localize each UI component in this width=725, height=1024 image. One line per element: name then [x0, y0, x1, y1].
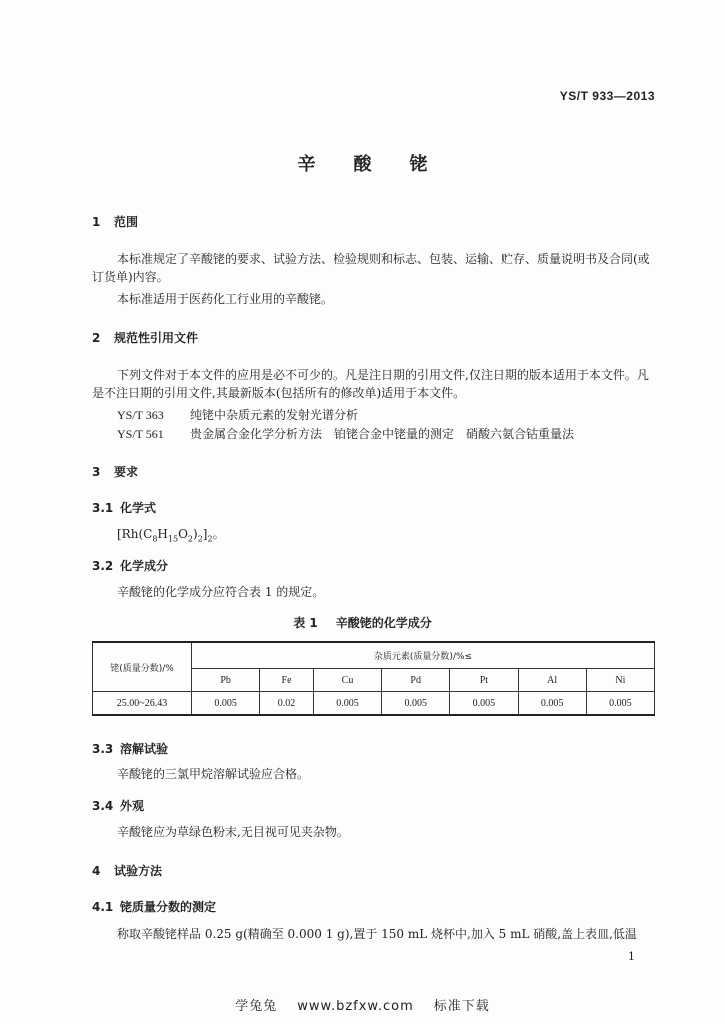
impurity-value-cell: 0.005: [313, 692, 381, 716]
page-number: 1: [628, 950, 635, 963]
section-title: 规范性引用文件: [114, 331, 199, 345]
site-url[interactable]: www.bzfxw.com: [297, 999, 414, 1014]
table-title: 辛酸铑的化学成分: [335, 616, 432, 630]
section-number: 3.2: [92, 559, 114, 573]
element-header: Al: [518, 669, 586, 692]
section-3-3-heading: [92, 740, 168, 757]
section-1-heading: [92, 213, 138, 230]
chemical-formula: $[Rh(C_8H_{15}O_2)_2]_2$。: [117, 527, 225, 544]
section-title: 溶解试验: [120, 742, 169, 756]
section-number: 4: [92, 864, 101, 878]
table-1-caption: [0, 614, 725, 631]
section-3-2-heading: [92, 557, 168, 574]
impurity-value-cell: 0.005: [518, 692, 586, 716]
section-title: 外观: [120, 799, 145, 813]
reference-item: [117, 425, 682, 443]
impurity-value-cell: 0.005: [382, 692, 450, 716]
section-number: 3.3: [92, 742, 114, 756]
section-3-heading: [92, 463, 138, 480]
element-header: Fe: [260, 669, 314, 692]
section-number: 3: [92, 465, 101, 479]
rh-value-cell: 25.00~26.43: [93, 692, 192, 716]
section-title: 试验方法: [114, 864, 163, 878]
document-title: 辛酸铑: [297, 154, 466, 175]
reference-title: 纯铑中杂质元素的发射光谱分析: [190, 408, 359, 422]
section-3-1-heading: [92, 499, 156, 516]
section-4-1-heading: [92, 898, 216, 915]
section-number: 2: [92, 331, 101, 345]
element-header: Cu: [313, 669, 381, 692]
reference-code: YS/T 561: [117, 427, 164, 441]
element-header: Pb: [192, 669, 260, 692]
appearance-paragraph: 辛酸铑应为草绿色粉末,无目视可见夹杂物。: [117, 825, 349, 839]
site-tagline: 标准下载: [433, 999, 490, 1014]
reference-title: 贵金属合金化学分析方法 铂铑合金中铑量的测定 硝酸六氨合钴重量法: [190, 427, 575, 441]
impurity-value-cell: 0.005: [192, 692, 260, 716]
element-header: Pt: [450, 669, 518, 692]
impurity-value-cell: 0.005: [586, 692, 654, 716]
section-title: 铑质量分数的测定: [120, 900, 217, 914]
section-2-heading: [92, 329, 198, 346]
section-title: 要求: [114, 465, 139, 479]
section-number: 3.1: [92, 501, 114, 515]
impurity-elements-header: 杂质元素(质量分数)/%≤: [192, 642, 655, 669]
scope-paragraph-1: 本标准规定了辛酸铑的要求、试验方法、检验规则和标志、包装、运输、贮存、质量说明书及合同(或订货单)内容。: [92, 252, 650, 284]
section-title: 化学式: [120, 501, 157, 515]
rh-mass-fraction-header: 铑(质量分数)/%: [93, 642, 192, 692]
chemical-composition-paragraph: 辛酸铑的化学成分应符合表 1 的规定。: [117, 585, 325, 599]
impurity-value-cell: 0.02: [260, 692, 314, 716]
element-header: Pd: [382, 669, 450, 692]
section-3-4-heading: [92, 797, 144, 814]
section-title: 化学成分: [120, 559, 169, 573]
dissolution-test-paragraph: 辛酸铑的三氯甲烷溶解试验应合格。: [117, 767, 310, 781]
section-4-heading: [92, 862, 162, 879]
footer-watermark: [0, 995, 725, 1014]
reference-item: [117, 406, 682, 424]
chemical-composition-table: [92, 641, 655, 716]
element-header: Ni: [586, 669, 654, 692]
impurity-value-cell: 0.005: [450, 692, 518, 716]
section-number: 3.4: [92, 799, 114, 813]
reference-code: YS/T 363: [117, 408, 164, 422]
section-title: 范围: [114, 215, 139, 229]
site-name: 学兔兔: [235, 999, 278, 1014]
section-number: 4.1: [92, 900, 114, 914]
standard-number: YS/T 933—2013: [559, 89, 655, 103]
table-number: 表 1: [293, 616, 318, 630]
scope-paragraph-2: 本标准适用于医药化工行业用的辛酸铑。: [117, 292, 334, 306]
rh-determination-paragraph: 称取辛酸铑样品 0.25 g(精确至 0.000 1 g),置于 150 mL 烧杯中,加入 5 mL 硝酸,盖上表皿,低温: [117, 927, 637, 941]
section-number: 1: [92, 215, 101, 229]
references-paragraph: 下列文件对于本文件的应用是必不可少的。凡是注日期的引用文件,仅注日期的版本适用于本文件。凡是不注日期的引用文件,其最新版本(包括所有的修改单)适用于本文件。: [92, 368, 649, 400]
